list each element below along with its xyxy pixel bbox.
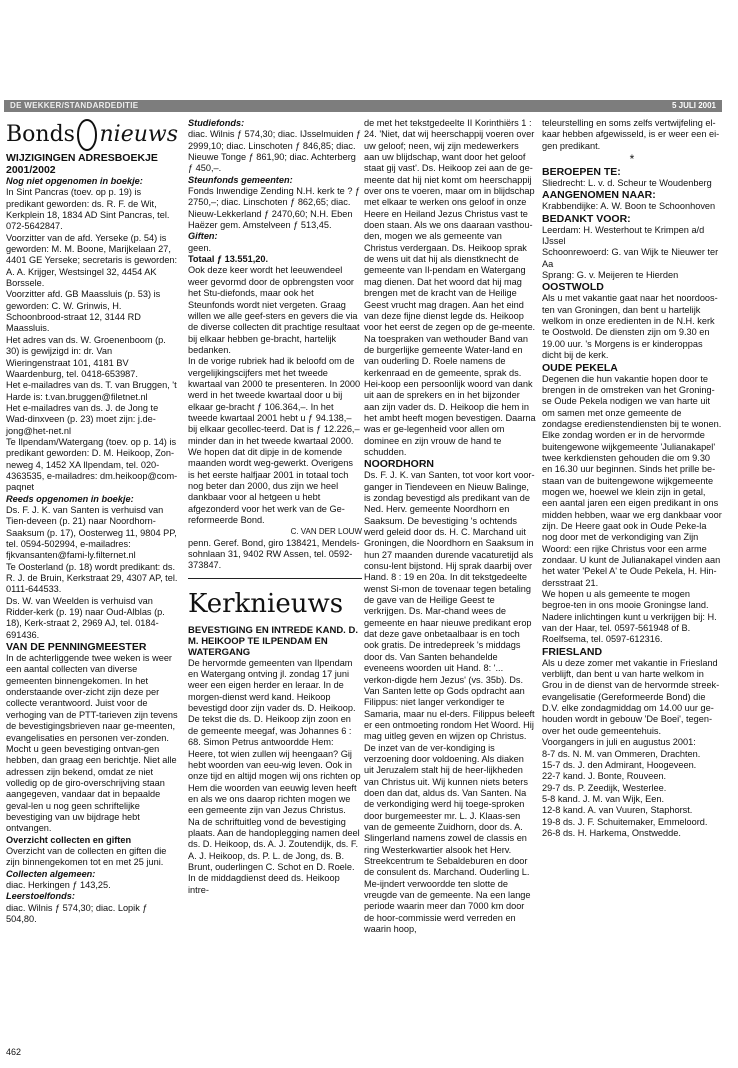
paragraph: de met het tekstgedeelte II Korinthiërs 1 : 24. 'Niet, dat wij heerschappij voeren over uw geloof; neen, wij zijn medewerkers aan uw blijdschap, want door het geloof staat gij vast'. Ds. Heikoop zei aan de ge-meente dat hij niet komt om heerschappij over ons te voeren, maar om in blijdschap met elkaar te werken ons geloof in onze Heere en Heiland Jezus Christus vast te doen staan. Als we ons daaraan vasthou-den, mogen we als gemeente van Christus verdergaan. Ds. Heikoop sprak de wens uit dat hij als dienstknecht de gemeente van Il-pendam en Watergang mag dienen. Dat het woord dat hij mag brengen met de kracht van de Heilige Geest vrucht mag dragen. Aan het eind van deze fijne dienst legde ds. Heikoop voor het eerst de zegen op de ge-meente. Na toespraken van wethouder Band van de burgerlijke gemeente Water-land en van ouderling D. Roele namens de kerkenraad en de gemeente, sprak ds. Hei-koop een persoonlijk woord van dank uit aan de sprekers en in het bijzonder aan zijn vader ds. D. Heikoop die hem in het ambt heeft mogen bevestigen. Daarna was er ge-legenheid voor allen om dominee en zijn vrouw de hand te schudden. (364, 118, 536, 457)
paragraph: Als u met vakantie gaat naar het noordoos-ten van Groningen, dan bent u hartelijk welkom in onze eredienten in de N.H. kerk te Oostwold. De diensten zijn om 9.30 en 19.00 uur. 's Morgens is er kinderoppas dicht bij de kerk. (542, 293, 718, 361)
header-bar (4, 100, 722, 112)
paragraph: Voorzitter van de afd. Yerseke (p. 54) is geworden: M. M. Boone, Marijkelaan 27, 4401 GE Yerseke; secretaris is geworden: A. A. Krijger, Westsingel 32, 4454 AK Borssele. (6, 232, 178, 289)
paragraph: In Sint Pancras (toev. op p. 19) is predikant geworden: ds. R. F. de Wit, Kerkplein 18, 1834 AD Sint Pancras, tel. 072-5642847. (6, 187, 170, 232)
divider (188, 578, 362, 579)
subheading: Reeds opgenomen in boekje: (6, 493, 134, 504)
paragraph: Voorzitter afd. GB Maassluis (p. 53) is geworden: C. W. Grinwis, H. Schoonbrood-straat 12, 3144 RD Maassluis. (6, 289, 161, 334)
paragraph: Te Ilpendam/Watergang (toev. op p. 14) is predikant geworden: D. M. Heikoop, Zon-neweg 4, 1452 XA Ilpendam, tel. 020-4363535, e-mailadres: dm.heikoop@com-paqnet (6, 436, 178, 493)
paragraph: In de achterliggende twee weken is weer een aantal collecten van diverse gemeenten binnengekomen. In het onderstaande over-zicht zijn deze per collecte verantwoord. Juist voor de verhoging van de PTT-tarieven zijn tevens de bevestigingsbrieven naar ge-meenten, evangelisaties en personen ver-zonden. Mocht u geen bevestiging ontvan-gen hebben, dan graag een berichtje. Niet alle adressen zijn bekend, omdat ze niet volledig op de giro-overschrijving staan aangegeven, vandaar dat in bepaalde geval-len u nog geen schriftelijke bevestiging van uw bijdrage hebt ontvangen. (6, 653, 178, 834)
list-item: 29-7 ds. P. Zeedijk, Westerlee. (542, 782, 667, 793)
paragraph: penn. Geref. Bond, giro 138421, Mendels-sohnlaan 31, 9402 RW Assen, tel. 0592-373847. (188, 537, 360, 571)
header-brand: DE WEKKER/STANDARDEDITIE (10, 101, 139, 110)
paragraph: We hopen u als gemeente te mogen begroe-ten in ons mooie Groningse land. (542, 589, 709, 611)
paragraph: Het e-mailadres van ds. T. van Bruggen, 't Harde is: t.van.bruggen@filetnet.nl (6, 380, 177, 402)
list-item: 12-8 kand. A. van Vuuren, Staphorst. (542, 805, 693, 816)
paragraph: teleurstelling en soms zelfs vertwijfeling el-kaar hebben afgewisseld, is er weer een ei-gen predikant. (542, 118, 720, 151)
paragraph: Het adres van ds. W. Groenenboom (p. 30) is gewijzigd in: dr. Van Wieringenstraat 101, 4181 BV Waardenburg, tel. 0418-653987. (6, 334, 166, 379)
column-4 (542, 118, 722, 839)
paragraph: Ook deze keer wordt het leeuwendeel weer gevormd door de opbrengsten voor het Stu-diefonds, maar ook het Steunfonds wordt niet vergeten. Graag willen we alle geef-sters en gevers die via de diverse collecten dit prachtige resultaat bij elkaar hebben ge-bracht, hartelijk bedanken. (188, 265, 360, 355)
paragraph: Na de schriftuitleg vond de bevestiging plaats. Aan de handoplegging namen deel ds. D. Heikoop, ds. A. J. Zoutendijk, ds. F. A. J. Heikoop, ds. P. L. de Jong, ds. B. Brunt, ouderlingen C. Schot en D. Roele. In de middagdienst deed ds. Heikoop intre- (188, 816, 360, 895)
logo-text-left: Bonds (6, 122, 75, 147)
paragraph: Krabbendijke: A. W. Boon te Schoonhoven (542, 201, 716, 212)
heading-bedankt: BEDANKT VOOR: (542, 212, 631, 225)
subheading: Giften: (188, 231, 218, 242)
paragraph: Het e-mailadres van ds. J. de Jong te Wad-dinxveen (p. 23) moet zijn: j.de-jong@het-net.nl (6, 402, 159, 436)
kerknieuws-logo: Kerknieuws (188, 588, 344, 619)
paragraph: In de vorige rubriek had ik beloofd om de vergelijkingscijfers met het tweede kwartaal van 2000 te presenteren. In 2000 werd in het tweede kwartaal door u bij elkaar ge-bracht ƒ 106.364,–. In het tweede kwartaal 2001 hebt u ƒ 94.138,– bij elkaar gecollec-teerd. Dat is ƒ 12.226,– minder dan in het tweede kwartaal 2000. We hopen dat dit dipje in de komende maanden wordt weg-gewerkt. Overigens is het eerste halfjaar 2001 in totaal toch nog beter dan 2000, dus zijn we heel dankbaar voor al hetgeen u hebt afgezonderd voor het werk van de Ge-reformeerde Bond. (188, 356, 361, 526)
heading-oude-pekela: OUDE PEKELA (542, 361, 618, 374)
heading-friesland: FRIESLAND (542, 645, 603, 658)
subheading: Steunfonds gemeenten: (188, 174, 293, 185)
paragraph: diac. Wilnis ƒ 574,30; diac. Lopik ƒ 504,80. (6, 902, 148, 924)
paragraph: geen. (188, 242, 211, 253)
paragraph: Sprang: G. v. Meijeren te Hierden (542, 270, 679, 281)
paragraph: Als u deze zomer met vakantie in Friesland verblijft, dan bent u van harte welkom in Grou in de dienst van de hervormde streek-evangelisatie (Gereformeerde Bond) die D.V. elke zondagmiddag om 14.00 uur ge-houden wordt in gebouw 'De Boei', tegen-over het oude gemeentehuis. (542, 657, 720, 736)
paragraph: Ds. F. J. K. van Santen is verhuisd van Tien-deveen (p. 21) naar Noordhorn-Saaksum (p. 17), Oosterweg 11, 9804 PP, tel. 0594-502994, e-mailadres: fjkvansanten@fami-ly.filternet.nl (6, 504, 177, 561)
list-item: 22-7 kand. J. Bonte, Rouveen. (542, 771, 667, 782)
subheading: Studiefonds: (188, 118, 245, 128)
paragraph: Ds. F. J. K. van Santen, tot voor kort voor-ganger in Tiendeveen en Nieuw Balinge, is zondag bevestigd als predikant van de Ned. Herv. gemeente Noordhorn en Saaksum. De bevestiging 's ochtends werd geleid door ds. H. C. Marchand uit Groningen, die Noordhorn en Saaksum in hun 27 maanden durende vacaturetijd als consu-lent bijstond. Hij sprak daarbij over Hand. 8 : 19 en 20a. In dit tekstgedeelte wenst Si-mon de tovenaar tegen betaling de gave van de Heilige Geest te verkrijgen. Ds. Mar-chand wees de gemeente en haar nieuwe predikant erop dat deze gave onbetaalbaar is en toch ook gratis. De intredepreek 's middags door ds. Van Santen behandelde eveneens woorden uit Hand. 8: '... verkon-digde hem Jezus' (vs. 35b). Ds. Van Santen lette op Gods opdracht aan Filippus: niet langer verkondiger te Samaria, maar nu el-ders. Filippus beleeft er een ontmoeting rondom Het Woord. Hij mag uitleg geven en wijzen op Christus. De inzet van de ver-kondiging is verzoening door voldoening. Als diaken uit Jeruzalem stalt hij de heer-lijkheden van Christus uit. Wij kunnen niets beters doen dan dat, aldus ds. Van Santen. Na de verkondiging werd hij toege-sproken door burgemeester mr. L. J. Klaas-sen van de gemeente Zuidhorn, door ds. A. Slingerland namens zowel de classis en ring Westerkwartier alsook het Herv. Streekcentrum te Sebaldeburen en door de consulent ds. Marchand. Ouderling L. Me-ijndert verwoordde ten slotte de vreugde van de gemeente. Na een lange periode waarin meer dan 7000 km door de hoor-commissie werd verreden en waarin hoop, (364, 470, 535, 935)
list-item: 15-7 ds. J. den Admirant, Hoogeveen. (542, 759, 697, 770)
paragraph: Nadere inlichtingen kunt u verkrijgen bij: H. van der Haar, tel. 0597-561948 of B. Roelfsema, tel. 0597-612316. (542, 611, 717, 645)
column-2 (188, 118, 362, 896)
heading-beroepen: BEROEPEN TE: (542, 166, 621, 179)
paragraph: Elke zondag worden er in de hervormde buitengewone wijkgemeente 'Julianakapel' twee kerkdiensten gehouden die om 9.30 en 16.30 uur beginnen. Sinds het prille be-staan van de buitengewone wijkgemeente mogen we, hoewel we klein zijn in getal, een aantal jaren een eigen predikant in ons midden hebben, waar we erg dankbaar voor zijn. De Heere gaat ook in Oude Peke-la nog door met de verkondiging van Zijn Woord: een rijke Christus voor een arme zondaar. U kunt de Julianakapel vinden aan het water 'Pekel A' te Oude Pekela, H. Hin-dersstraat 21. (542, 430, 722, 588)
heading-noordhorn: NOORDHORN (364, 458, 434, 471)
heading-oostwold: OOSTWOLD (542, 281, 604, 294)
list-item: 26-8 ds. H. Harkema, Onstwedde. (542, 827, 681, 838)
subheading: Overzicht collecten en giften (6, 834, 132, 845)
signature: C. VAN DER LOUW (290, 527, 362, 537)
paragraph: Degenen die hun vakantie hopen door te brengen in de omstreken van het Groning-se Oude Pekela nodigen we van harte uit om samen met onze gemeente de zondagse eredienstendiensten bij te wonen. (542, 373, 722, 429)
heading-aangenomen: AANGENOMEN NAAR: (542, 189, 656, 202)
total-line: Totaal ƒ 13.551,20. (188, 254, 269, 265)
paragraph: De hervormde gemeenten van Ilpendam en Watergang ontving jl. zondag 17 juni weer een eigen herder en leraar. In de morgen-dienst werd kand. Heikoop bevestigd door zijn vader ds. D. Heikoop. De tekst die ds. D. Heikoop zijn zoon en de gemeente meegaf, was Johannes 6 : 68. Simon Petrus antwoordde Hem: Heere, tot wien zullen wij heengaan? Gij hebt woorden van eeu-wig leven. Ook in onze tijd en altijd mogen wij ons richten op Hem die woorden van eeuwig leven heeft en als we ons daarop richten mogen we een gemeente zijn van Jezus Christus. (188, 657, 361, 816)
heading-bevestiging: BEVESTIGING EN INTREDE KAND. D. M. HEIKOOP TE ILPENDAM EN WATERGANG (188, 624, 358, 658)
column-1 (6, 118, 178, 925)
heading-adresboekje: WIJZIGINGEN ADRESBOEKJE 2001/2002 (6, 152, 158, 176)
subheading: Nog niet opgenomen in boekje: (6, 176, 143, 186)
column-3 (364, 118, 536, 935)
list-item: 5-8 kand. J. M. van Wijk, Een. (542, 793, 665, 804)
gb-emblem-icon (77, 119, 98, 151)
paragraph: diac. Herkingen ƒ 143,25. (6, 879, 111, 890)
subheading: Leerstoelfonds: (6, 891, 75, 902)
paragraph: Sliedrecht: L. v. d. Scheur te Woudenberg (542, 178, 712, 189)
subheading: Collecten algemeen: (6, 868, 96, 879)
bondsnieuws-logo (6, 118, 178, 152)
header-date: 5 JULI 2001 (671, 101, 716, 110)
logo-text-right: nieuws (99, 122, 178, 147)
paragraph: diac. Wilnis ƒ 574,30; diac. IJsselmuiden ƒ 2999,10; diac. Linschoten ƒ 846,85; diac. Nieuwe Tonge ƒ 861,90; diac. Achterberg ƒ 450,–. (188, 129, 362, 174)
paragraph: Schoonrewoerd: G. van Wijk te Nieuwer ter Aa (542, 247, 719, 269)
paragraph: Te Oosterland (p. 18) wordt predikant: ds. R. J. de Bruin, Kerkstraat 29, 4307 AP, tel. 0111-644533. (6, 561, 178, 595)
paragraph: Voorgangers in juli en augustus 2001: (542, 737, 696, 748)
paragraph: Overzicht van de collecten en giften die zijn binnengekomen tot en met 25 juni. (6, 845, 167, 868)
paragraph: Fonds Inwendige Zending N.H. kerk te ? ƒ 2750,–; diac. Linschoten ƒ 862,65; diac. Nieuw-Lekkerland ƒ 2470,60; N.H. Eben Haëzer gem. Amstelveen ƒ 513,45. (188, 186, 361, 231)
paragraph: Ds. W. van Weelden is verhuisd van Ridder-kerk (p. 19) naar Oud-Alblas (p. 18), Kerk-straat 2, 2969 AJ, tel. 0184-691436. (6, 595, 165, 640)
list-item: 8-7 ds. N. M. van Ommeren, Drachten. (542, 748, 701, 759)
paragraph: Leerdam: H. Westerhout te Krimpen a/d IJssel (542, 224, 705, 247)
heading-penningmeester: VAN DE PENNINGMEESTER (6, 641, 147, 654)
section-star: * (629, 152, 635, 167)
list-item: 19-8 ds. J. F. Schuitemaker, Emmeloord. (542, 816, 708, 827)
page-number: 462 (6, 1047, 22, 1057)
